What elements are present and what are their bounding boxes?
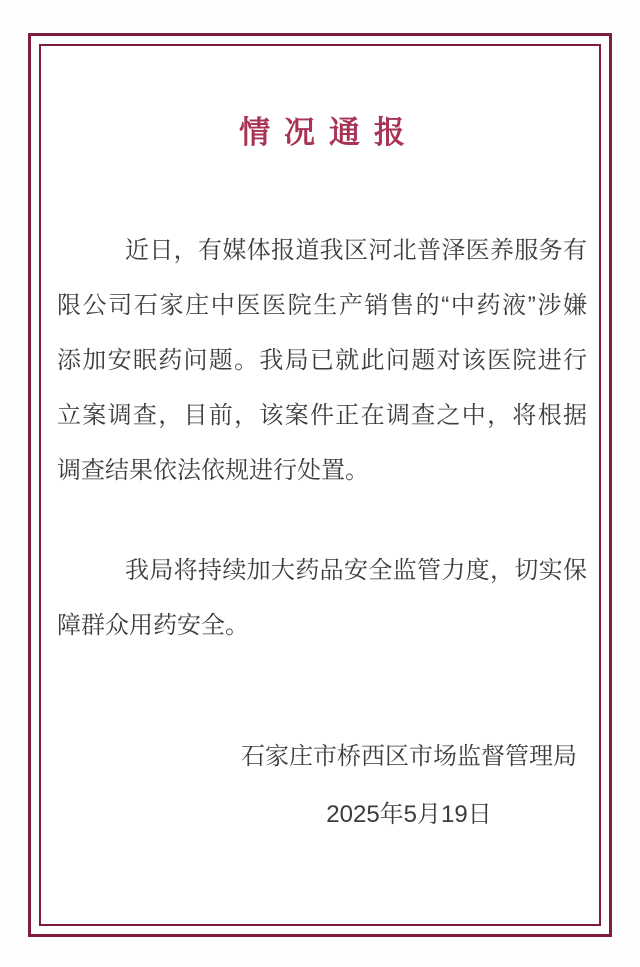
body-line: 立案调查，目前，该案件正在调查之中，将根据 (57, 402, 587, 429)
body-line: 调查结果依法依规进行处置。 (57, 457, 369, 484)
body-line: 限公司石家庄中医医院生产销售的“中药液”涉嫌 (57, 292, 587, 319)
notice-body (57, 223, 587, 653)
inner-border-frame (39, 44, 601, 926)
body-line: 添加安眠药问题。我局已就此问题对该医院进行 (57, 347, 587, 374)
signature-org: 石家庄市桥西区市场监督管理局 (241, 743, 577, 770)
signature-block (57, 728, 587, 844)
notice-title: 情况通报 (239, 115, 419, 150)
body-line: 近日，有媒体报道我区河北普泽医养服务有 (125, 237, 587, 264)
notice-content (41, 46, 599, 924)
body-paragraph (57, 543, 587, 653)
signature-inner (241, 728, 577, 844)
body-paragraph (57, 223, 587, 498)
signature-date: 2025年5月19日 (326, 801, 492, 828)
body-line: 障群众用药安全。 (57, 612, 249, 639)
body-line: 我局将持续加大药品安全监管力度，切实保 (125, 557, 587, 584)
outer-border-frame (28, 33, 612, 937)
